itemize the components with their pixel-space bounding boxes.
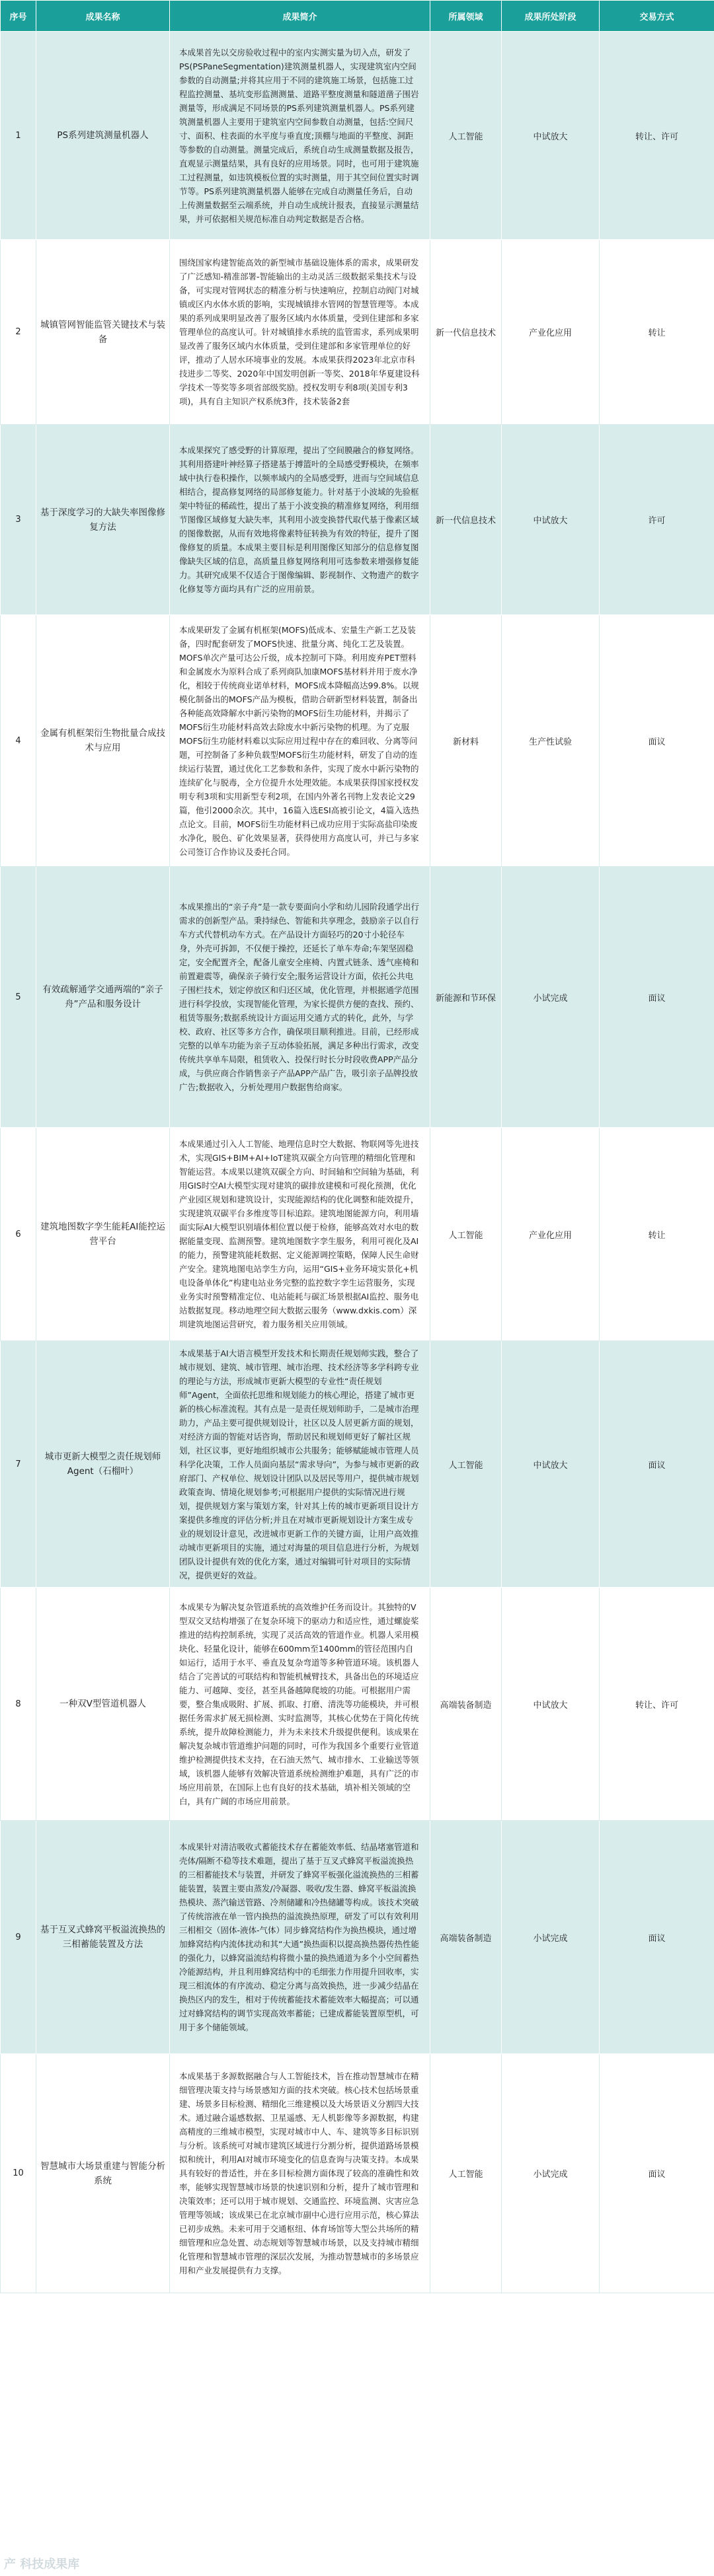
table-row [1,425,714,615]
watermark-logo: 产 科技成果库 [4,2558,80,2571]
cell-stage: 产业化应用 [502,240,600,425]
cell-no: 8 [1,1588,36,1821]
cell-intro: 本成果基于AI大语言模型开发技术和长期责任规划师实践，整合了城市规划、建筑、城市管理、城市治理、技术经济等多学科跨专业的理论与方法，形成城市更新大模型的专业性“责任规划师”Agent，全面依托思维和规划能力的核心理论，搭建了城市更新的核心标准流程。其有点是一是责任规划师助手，二是城市治理助力，产品主要可提供规划设计，社区以及人居更新方面的规划，对经济方面的智能对话咨询，帮助居民和规划师更好了解社区规划，社区议事，更好地组织城市公共服务；能够赋能城市管理人员科学化决策，工作人员面向基层“需求导向”，为参与城市更新的政府部门、产权单位、规划设计团队以及居民等用户，提供城市规划政策查询、情境化规划参考;可根据用户提供的实际情况进行规划，提供规划方案与策划方案，针对其上传的城市更新项目设计方案提供多维度的评估分析;并且在对城市更新规划设计方案生成专业的规划设计意见，改进城市更新工作的关键方面，让用户高效推动城市更新项目的实施，通过对海量的项目信息进行分析，为规划团队设计提供有效的优化方案，通过对编辑可针对项目的实际情况，提供更好的效益。 [170,1341,430,1588]
cell-field: 新一代信息技术 [430,425,502,615]
cell-no: 5 [1,867,36,1128]
cell-name: 基于深度学习的大缺失率图像修复方法 [36,425,170,615]
cell-field: 高端装备制造 [430,1821,502,2054]
cell-no: 3 [1,425,36,615]
table-row [1,615,714,867]
cell-field: 人工智能 [430,2054,502,2293]
cell-intro: 本成果研发了金属有机框架(MOFS)低成本、宏量生产新工艺及装备，四时配套研发了MOFS快速、批量分离、纯化工艺及装置。MOFS单次产量可达公斤级，成本控制可下降。利用废弃PET塑料和金属废水为原料合成了系列商队加康MOFS基材料并用于废水净化，相较于传统商业诺单材料，MOFS成本降幅高达99.8%。以规模化制备出的MOFS产品为模板，借助合研新型材料装置，制备出各种能高效降解水中新污染物的MOFS衍生功能材料，并揭示了MOFS衍生功能材料高效去除废水中新污染物的机理。为了克服MOFS衍生功能材料难以实际应用过程中存在的难回收、分离等问题，可控制备了多种负载型MOFS衍生功能材料，研发了自动的连续运行装置，通过优化工艺参数和条件，实现了废水中新污染物的连续矿化与脱毒，全方位提升水处理效能。本成果获得国家授权发明专利3项和实用新型专利2项，在国内外著名刊物上发表论文29篇，他引2000余次。其中，16篇入选ESI高被引论文，4篇入选热点论文。目前，MOFS衍生功能材料已成功应用于实际高盐印染废水净化，脱色、矿化效果显著，获得使用方高度认可，并已与多家公司签订合作协议及委托合同。 [170,615,430,867]
cell-no: 10 [1,2054,36,2293]
table-row [1,1341,714,1588]
cell-field: 新一代信息技术 [430,240,502,425]
cell-name: 城镇管网智能监管关键技术与装备 [36,240,170,425]
header-name: 成果名称 [36,1,170,32]
table-row [1,867,714,1128]
cell-stage: 生产性试验 [502,615,600,867]
cell-intro: 本成果针对清洁吸收式蓄能技术存在蓄能效率低、结晶堵塞管道和壳体/隔断不稳等技术难题，提出了基于互叉式蜂窝平板溢流换热的三相蓄能技术与装置，并研发了蜂窝平板强化溢流换热的三相蓄能装置，装置主要由蒸发/冷凝器、吸收/发生器、蜂窝平板溢流换热模块、蒸汽输送管路、冷剂储罐和冷热储罐等构成。该技术突破了传统溶液在单一管内换热的溢流换热原理，研发了可以有效利用三相相交（固体-液体-气体）同步蜂窝结构作为换热模块，通过增加蜂窝结构内流体扰动和其“大通”换热面积以提高换热器传热性能的强化力，以蜂窝溢流结构将微小量的换热通道为多个小空间蓄热冷能源结构，并且利用蜂窝结构中的毛细张力作用提升回收率，实现三相流体的有序流动、稳定分离与高效换热，进一步减少结晶在换热区内的发生，相对于传统蓄能技术蓄能效率大幅提高；可以通过对蜂窝结构的调节实现高效率蓄能；已建成蓄能装置原型机，可用于多个储能领域。 [170,1821,430,2054]
cell-stage: 中试放大 [502,1588,600,1821]
cell-intro: 围绕国家构建智能高效的新型城市基础设施体系的需求，成果研发了广泛感知-精准部署-智能输出的主动灵活三级数据采集技术与设备，可实现对管网状态的精准分析与快速响应，控制启动阀门对城镇或区内水体水质的影响，实现城镇排水管网的智慧管理等。本成果的系列成果明显改善了服务区域内水体质量，受到住建部和多家管理单位的高度认可。针对城镇排水系统的监管需求，系列成果明显改善了服务区域内水体质量，受到住建部和多家管理单位的好评，推动了人居水环境事业的发展。本成果获得2023年北京市科技进步二等奖、2020年中国发明创新一等奖、2018年华夏建设科学技术一等奖等多项省部级奖励。授权发明专利8项(美国专利3项)，具有自主知识产权系统3件，技术装备2套 [170,240,430,425]
cell-stage: 中试放大 [502,425,600,615]
table-body [1,32,714,2293]
cell-name: 有效疏解通学交通两端的“亲子舟”产品和服务设计 [36,867,170,1128]
cell-trade: 转让、许可 [600,32,714,240]
cell-intro: 本成果推出的“亲子舟”是一款专要面向小学和幼儿园阶段通学出行需求的创新型产品。秉持绿色、智能和共享理念，鼓励亲子以自行车方式代替机动车方式。在产品设计方面轻巧的20寸小轮径车身，外壳可拆卸，不仅便于操控，还延长了单车寿命;车架坚固稳定，安全配置齐全，配备儿童安全座椅、内置式链条、透气座椅和前置避震等，确保亲子骑行安全;服务运营设计方面，依托公共电子围栏技术，划定停放区和归还区域，优化管理，并根据通学范围进行科学投放，实现智能化管理，为家长提供方便的查找、预约、租赁等服务;数据系统设计方面运用交通方式的转化，此外，与学校、政府、社区等多方合作，确保项目顺利推进。目前，已经形成完整的以单车功能为亲子互动体验拓展，满足多种出行需求，改变传统共享单车局限，租赁收入、投保行时长分时段收费APP产品分成，与供应商合作销售亲子产品APP产品广告，吸引亲子品牌投放广告;数据收入，分析处理用户数据售给商家。 [170,867,430,1128]
cell-trade: 转让 [600,1128,714,1341]
header-field: 所属领域 [430,1,502,32]
cell-intro: 本成果首先以交房验收过程中的室内实测实量为切入点，研发了PS(PSPaneSegmentation)建筑测量机器人，实现建筑室内空间参数的自动测量;并将其应用于不同的建筑施工场景，包括施工过程监控测量、基坑变形监测测量、道路平整度测量和隧道凿子围岩测量等，形成满足不同场景的PS系列建筑测量机器人。PS系列建筑测量机器人主要用于建筑室内空间参数自动测量，包括:空间尺寸、面积、柱表面的水平度与垂直度;顶棚与地面的平整度、洞距等参数的自动测量。测量完成后，系统自动生成测量数据及报告，直观显示测量结果，具有良好的应用场景。同时，也可用于建筑施工过程测量，如违筑模板位置的实时测量，用于其空间位置实时调节等。PS系列建筑测量机器人能够在完成自动测量任务后，自动上传测量数据至云端系统，并自动生成统计报表，直接显示测量结果，并可依据相关规范标准自动判定数据是否合格。 [170,32,430,240]
table-row [1,1821,714,2054]
cell-name: PS系列建筑测量机器人 [36,32,170,240]
cell-no: 7 [1,1341,36,1588]
cell-trade: 面议 [600,1821,714,2054]
cell-name: 金属有机框架衍生物批量合成技术与应用 [36,615,170,867]
cell-name: 基于互叉式蜂窝平板溢流换热的三相蓄能装置及方法 [36,1821,170,2054]
header-row [1,1,714,32]
cell-trade: 面议 [600,2054,714,2293]
cell-intro: 本成果探究了感受野的计算原理，提出了空间膜融合的修复网络。其利用搭建叶神经算子搭建基于搏篮叶的全局感受野模块，在频率域中执行卷积操作，以频率域内的全局感受野，进而与空间域信息相结合，提高修复网络的局部修复能力。针对基于小波域的先验框架中特征的稀疏性，提出了基于小波变换的精准修复网络，利用细节图像区域修复大缺失率，其利用小波变换替代取代基于像素区域的图像数据，从而有效地将像素特征转换为有效的特征，提升了图像修复的质量。本成果主要目标是利用图像区知部分的信息修复图像缺失区域的信息，高质量且修复网络利用可选参数来增强修复能力。其研究成果不仅适合于图像编辑、影视制作、文物遗产的数字化修复等方面均具有广泛的应用前景。 [170,425,430,615]
cell-name: 城市更新大模型之责任规划师Agent（石榴叶） [36,1341,170,1588]
table-row [1,2054,714,2293]
cell-intro: 本成果基于多源数据融合与人工智能技术，旨在推动智慧城市在精细管理决策支持与场景感知方面的技术突破。核心技术包括场景重建、场景多目标检测、精细化三维建模以及大场景语义分割四大技术。通过融合遥感数据、卫星遥感、无人机影像等多源数据，构建高精度的三维城市模型，实现对城市中人、车、建筑等多目标识别与分析。该系统可对城市建筑区域进行分割分析，提供道路场景模拟和统计，利用AI对城市环境变化的信息查询与决策支持。本成果具有较好的普适性，并在多目标检测方面体现了较高的准确性和效率，能够实现智慧城市场景的快速识别和分析，提升了城市管理和决策效率；还可以用于城市规划、交通监控、环境监测、灾害应急管理等领域；该成果已在北京城市副中心进行应用示范，核心算法已初步成熟。未来可用于交通枢纽、体育场馆等大型公共场所的精细管理和应急处置、动态规划等智慧城市场景，以及支持城市精细化管理和智慧城市管理的深层次发展，为推动智慧城市的多场景应用和产业发展提供有力支撑。 [170,2054,430,2293]
cell-stage: 中试放大 [502,32,600,240]
cell-no: 6 [1,1128,36,1341]
cell-trade: 面议 [600,615,714,867]
cell-field: 新能源和节环保 [430,867,502,1128]
cell-no: 1 [1,32,36,240]
cell-no: 4 [1,615,36,867]
cell-trade: 面议 [600,867,714,1128]
cell-field: 人工智能 [430,1341,502,1588]
cell-name: 建筑地图数字孪生能耗AI能控运营平台 [36,1128,170,1341]
cell-stage: 产业化应用 [502,1128,600,1341]
cell-field: 高端装备制造 [430,1588,502,1821]
header-intro: 成果简介 [170,1,430,32]
cell-name: 一种双V型管道机器人 [36,1588,170,1821]
cell-field: 新材料 [430,615,502,867]
cell-field: 人工智能 [430,32,502,240]
header-no: 序号 [1,1,36,32]
cell-stage: 小试完成 [502,1821,600,2054]
cell-trade: 转让、许可 [600,1588,714,1821]
cell-no: 9 [1,1821,36,2054]
header-trade: 交易方式 [600,1,714,32]
cell-trade: 许可 [600,425,714,615]
cell-stage: 小试完成 [502,2054,600,2293]
cell-intro: 本成果专为解决复杂管道系统的高效维护任务而设计。其独特的V型双交叉结构增强了在复杂环境下的驱动力和适应性，通过螺旋桨推进的结构控制系统，实现了灵活高效的管道作业。机器人采用模块化、轻量化设计，能够在600mm至1400mm的管径范围内自如运行，适用于水平、垂直及复杂弯道等多种管道环境。该机器人结合了完善试的可联结构和智能机械臂技术，具备出色的环境适应能力、可越障、变径，甚至具备越障爬坡的功能。可根据用户需要，整合集成吸附、扩展、抓取、打磨、清洗等功能模块，并可根据任务需求扩展无损检测、实时监测等，其核心优势在于简化传统系统，提升故障检测能力，并为未来技术升级提供便利。该成果在解决复杂城市管道维护问题的同时，可作为我国多个重要行业管道维护检测提供技术支持，在石油天然气、城市排水、工业输送等领域，该机器人能够有效解决管道系统检测维护难题，具有广泛的市场应用前景，在国际上也有良好的技术基础，填补相关领域的空白，具有广阔的市场应用前景。 [170,1588,430,1821]
cell-no: 2 [1,240,36,425]
header-stage: 成果所处阶段 [502,1,600,32]
cell-intro: 本成果通过引入人工智能、地理信息时空大数据、物联网等先进技术，实现GIS+BIM+AI+IoT建筑双碳全方向管理的精细化管理和智能运营。本成果以建筑双碳全方向、时间轴和空间轴为基础，利用GIS时空AI大模型实现对建筑的碳排放建模和可视化预测，优化产业园区规划和建筑设计，实现能源结构的优化调整和能效提升，实现建筑双碳平台多维度等目标追踪。建筑地图能源方向，利用墙面实际AI大模型识别墙体相位置以便于检修，能够高效对水电的数据能量变现、监测预警。建筑地图数字孪生服务，利用可视化及AI的能力，预警建筑能耗数据、定义能源调控策略，保障人民生命财产安全。建筑地图电站孪生方向，运用“GIS+业务环境实景化+机电设备单体化”构建电站业务完整的监控数字孪生运营服务，实现业务实时预警精准定位、电站能耗与碳汇场景根据AI监控、服务电站数据复现。移动地理空间大数据云服务（www.dxkis.com）深圳建筑地图运营研究，着力服务相关应用领域。 [170,1128,430,1341]
table-row [1,1128,714,1341]
cell-field: 人工智能 [430,1128,502,1341]
cell-stage: 中试放大 [502,1341,600,1588]
cell-name: 智慧城市大场景重建与智能分析系统 [36,2054,170,2293]
table-row [1,1588,714,1821]
cell-trade: 转让 [600,240,714,425]
table-row [1,240,714,425]
table-row [1,32,714,240]
cell-stage: 小试完成 [502,867,600,1128]
cell-trade: 面议 [600,1341,714,1588]
